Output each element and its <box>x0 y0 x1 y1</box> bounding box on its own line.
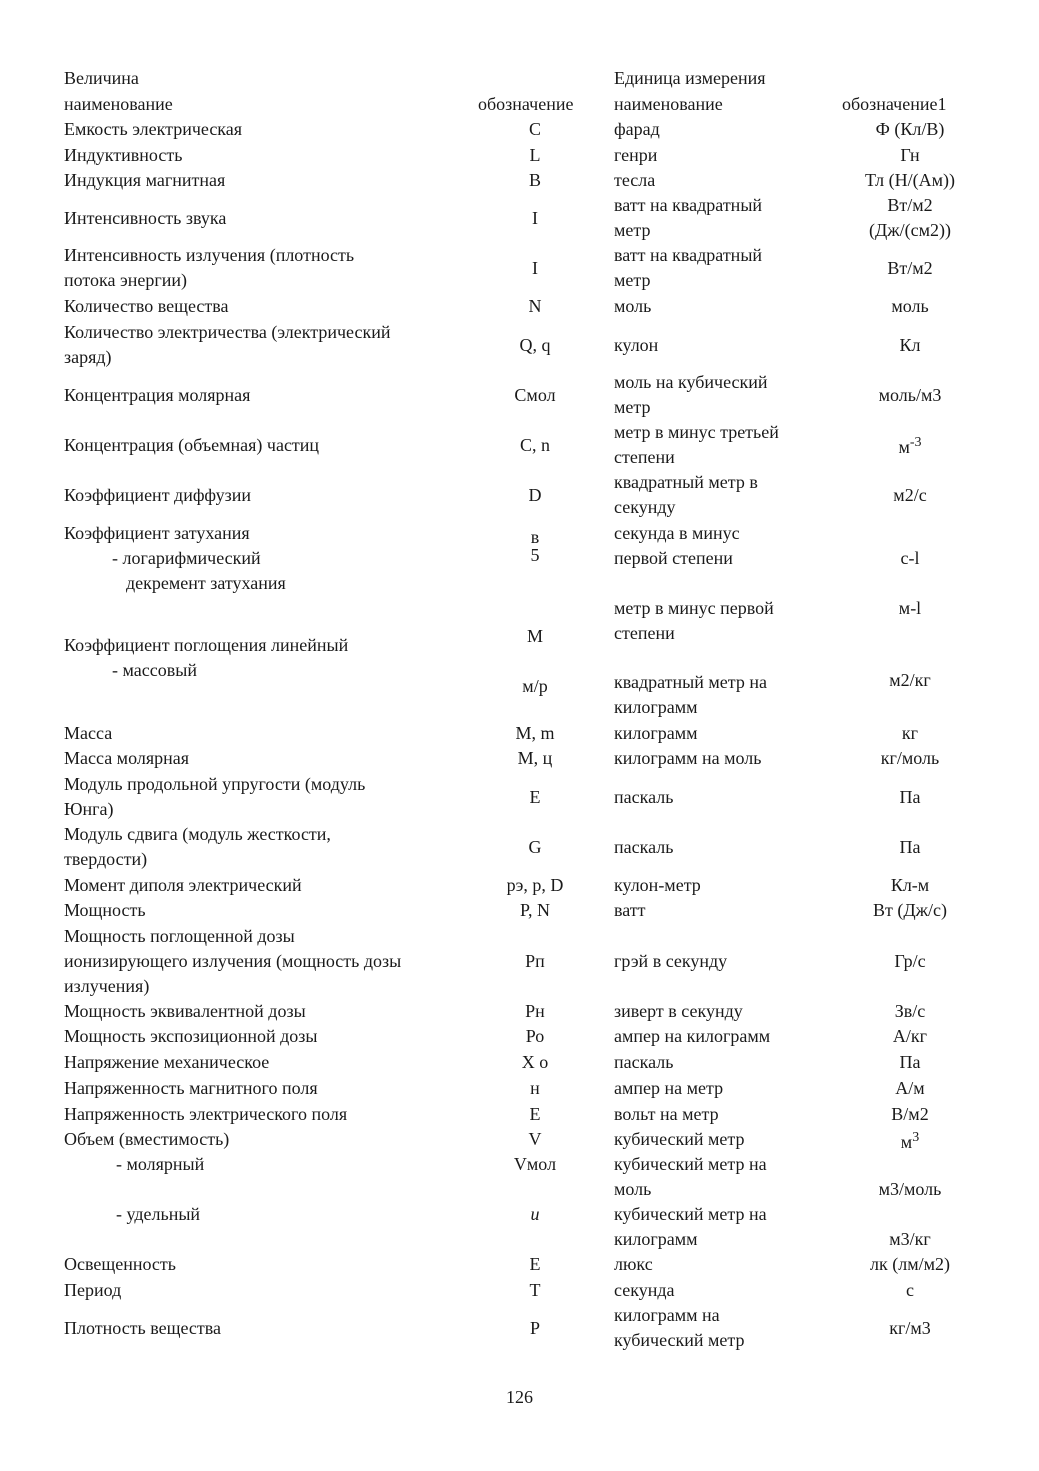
quantity-name: Мощность экспозиционной дозы <box>64 1026 318 1046</box>
quantity-symbol: Q, q <box>519 334 551 355</box>
quantity-name: Напряженность электрического поля <box>64 1104 348 1124</box>
quantity-name: Количество электричества (электрический заряд) <box>64 322 391 367</box>
unit-symbol: А/м <box>895 1078 925 1098</box>
unit-symbol: Вт (Дж/с) <box>872 900 948 920</box>
unit-name: килограмм <box>614 723 698 743</box>
quantity-name: Интенсивность звука <box>64 207 227 228</box>
unit-symbol: м2/с <box>893 484 927 505</box>
unit-symbol: Вт/м2 (Дж/(см2)) <box>868 195 952 240</box>
header-quantity: Величина <box>64 68 139 88</box>
table-row <box>0 168 1039 193</box>
unit-symbol: Вт/м2 <box>887 257 933 278</box>
table-row <box>0 1152 1039 1202</box>
quantity-name: Модуль продольной упругости (модуль Юнга) <box>64 774 366 819</box>
unit-name: генри <box>614 145 658 165</box>
table-row <box>0 1024 1039 1049</box>
unit-symbol: Па <box>899 1052 921 1072</box>
table-row <box>0 1303 1039 1353</box>
quantity-name: Масса <box>64 723 113 743</box>
table-row <box>0 117 1039 142</box>
quantity-symbol: Рн <box>525 1001 545 1021</box>
unit-name: секунда <box>614 1280 675 1300</box>
unit-symbol: Гр/с <box>894 951 926 971</box>
table-row <box>0 143 1039 168</box>
table-row <box>0 1050 1039 1075</box>
quantity-name: - удельный <box>116 1204 201 1224</box>
quantity-name: Коэффициент поглощения линейный - массовый <box>64 635 349 680</box>
table-row <box>0 1127 1039 1152</box>
quantity-name: Объем (вместимость) <box>64 1129 230 1149</box>
table-row <box>0 1076 1039 1101</box>
unit-symbol: с <box>906 1280 914 1300</box>
unit-symbol: лк (лм/м2) <box>870 1254 950 1274</box>
table-row <box>0 370 1039 420</box>
quantity-symbol: C <box>528 119 541 139</box>
quantity-symbol: P, N <box>519 900 550 920</box>
quantity-name: Индуктивность <box>64 145 183 165</box>
quantity-symbol: I <box>532 257 538 278</box>
quantity-name: Концентрация (объемная) частиц <box>64 434 320 455</box>
unit-name: кулон-метр <box>614 875 701 895</box>
table-row <box>0 1202 1039 1252</box>
unit-name: паскаль <box>614 836 674 857</box>
quantity-name: Количество вещества <box>64 296 229 316</box>
unit-name: кулон <box>614 334 659 355</box>
table-row <box>0 999 1039 1024</box>
unit-symbol: Па <box>899 786 921 807</box>
unit-name: ватт на квадратный метр <box>614 245 763 290</box>
quantity-symbol: Х о <box>521 1052 549 1072</box>
quantity-symbol: L <box>529 145 541 165</box>
quantity-symbol: и <box>530 1204 540 1224</box>
table-row <box>0 596 1039 719</box>
table-row <box>0 294 1039 319</box>
quantity-symbol: pэ, p, D <box>506 875 564 895</box>
unit-name: секунда в минус первой степени <box>614 523 740 568</box>
quantity-symbol: M м/р <box>522 626 548 696</box>
table-row <box>0 721 1039 746</box>
quantity-name: Напряжение механическое <box>64 1052 270 1072</box>
quantity-symbol: Vмол <box>513 1154 557 1174</box>
unit-name: квадратный метр в секунду <box>614 472 758 517</box>
unit-symbol: Тл (Н/(Ам)) <box>865 170 955 190</box>
unit-name: моль <box>614 296 652 316</box>
quantity-symbol: н <box>530 1078 540 1098</box>
quantity-name: Мощность <box>64 900 146 920</box>
unit-name: фарад <box>614 119 660 139</box>
unit-name: паскаль <box>614 1052 674 1072</box>
header-unit-symbol: обозначение1 <box>842 94 947 114</box>
quantity-symbol: C, n <box>519 434 550 455</box>
unit-symbol: Гн <box>900 145 920 165</box>
quantity-symbol: Смол <box>514 384 556 405</box>
unit-symbol: Зв/с <box>894 1001 926 1021</box>
unit-symbol: Па <box>899 836 921 857</box>
quantity-symbol: T <box>529 1280 541 1300</box>
quantity-symbol: V <box>528 1129 542 1149</box>
unit-name: килограмм на кубический метр <box>614 1305 745 1350</box>
quantity-name: Мощность поглощенной дозы ионизирующего излучения (мощность дозы излучения) <box>64 926 402 996</box>
unit-symbol: Ф (Кл/В) <box>875 119 945 139</box>
unit-symbol: Кл <box>899 334 921 355</box>
unit-name: килограмм на моль <box>614 748 762 768</box>
quantity-symbol: Рп <box>525 951 545 971</box>
unit-name: метр в минус третьей степени <box>614 422 779 467</box>
quantity-name: Период <box>64 1280 122 1300</box>
quantity-symbol: G <box>528 836 542 857</box>
unit-symbol: В/м2 <box>891 1104 929 1124</box>
quantity-symbol: M, ц <box>517 748 553 768</box>
table-row <box>0 193 1039 243</box>
quantity-symbol: D <box>528 484 542 505</box>
quantity-symbol: P <box>529 1317 540 1338</box>
unit-symbol: кг/моль <box>880 748 940 768</box>
quantity-name: Индукция магнитная <box>64 170 226 190</box>
unit-symbol: Кл-м <box>890 875 930 895</box>
unit-symbol: м-l м2/кг <box>889 598 931 690</box>
quantity-name: Плотность вещества <box>64 1317 222 1338</box>
quantity-name: Концентрация молярная <box>64 384 251 405</box>
unit-symbol: $м^3$ <box>900 1129 920 1152</box>
quantity-name: Коэффициент диффузии <box>64 484 251 505</box>
quantity-symbol: N <box>528 296 542 316</box>
quantity-symbol: M, m <box>515 723 555 743</box>
quantity-name: Емкость электрическая <box>64 119 243 139</box>
quantity-name: Освещенность <box>64 1254 176 1274</box>
table-row <box>0 873 1039 898</box>
quantity-name: Напряженность магнитного поля <box>64 1078 318 1098</box>
header-quantity-name: наименование <box>64 94 173 114</box>
quantity-symbol: E <box>529 1254 541 1274</box>
unit-symbol: кг <box>901 723 919 743</box>
table-row <box>0 320 1039 370</box>
quantity-symbol: в 5 <box>530 527 540 565</box>
quantity-name: Масса молярная <box>64 748 189 768</box>
quantity-symbol: B <box>528 170 541 190</box>
quantity-name: Момент диполя электрический <box>64 875 302 895</box>
unit-symbol: моль <box>891 296 929 316</box>
quantity-symbol: I <box>532 207 538 228</box>
unit-name: ампер на метр <box>614 1078 724 1098</box>
unit-name: метр в минус первой степени квадратный метр на килограмм <box>614 598 774 717</box>
quantity-name: - молярный <box>116 1154 205 1174</box>
table-row <box>0 924 1039 999</box>
table-row <box>0 1252 1039 1277</box>
table-row <box>0 420 1039 470</box>
table-row <box>0 243 1039 293</box>
unit-symbol: м3/кг <box>889 1229 931 1249</box>
unit-name: люкс <box>614 1254 653 1274</box>
unit-name: вольт на метр <box>614 1104 719 1124</box>
table-row <box>0 898 1039 923</box>
table-row <box>0 746 1039 771</box>
unit-symbol: $м^{-3}$ <box>898 435 922 457</box>
unit-name: паскаль <box>614 786 674 807</box>
unit-name: кубический метр <box>614 1129 745 1149</box>
quantity-name: Интенсивность излучения (плотность потока энергии) <box>64 245 355 290</box>
header-quantity-symbol: обозначение <box>478 94 574 114</box>
unit-name: ватт <box>614 900 646 920</box>
unit-symbol: моль/м3 <box>878 384 942 405</box>
quantity-name: Коэффициент затухания - логарифмический декремент затухания <box>64 523 286 593</box>
table-row <box>0 1102 1039 1127</box>
unit-name: зиверт в секунду <box>614 1001 743 1021</box>
quantity-name: Мощность эквивалентной дозы <box>64 1001 306 1021</box>
page-number: 126 <box>506 1387 533 1407</box>
unit-name: тесла <box>614 170 656 190</box>
quantity-name: Модуль сдвига (модуль жесткости, твердости) <box>64 824 331 869</box>
quantity-symbol: E <box>529 1104 541 1124</box>
table-row <box>0 470 1039 520</box>
unit-symbol: м3/моль <box>878 1179 942 1199</box>
unit-symbol: А/кг <box>892 1026 928 1046</box>
quantity-symbol: E <box>529 786 541 807</box>
unit-name: ватт на квадратный метр <box>614 195 763 240</box>
unit-name: грэй в секунду <box>614 951 728 971</box>
table-row <box>0 1278 1039 1303</box>
quantity-symbol: Ро <box>525 1026 545 1046</box>
table-row <box>0 521 1039 596</box>
table-row <box>0 822 1039 872</box>
table-row <box>0 772 1039 822</box>
header-unit: Единица измерения <box>614 68 766 88</box>
header-unit-name: наименование <box>614 94 723 114</box>
unit-symbol: с-l <box>900 548 920 568</box>
unit-symbol: кг/м3 <box>889 1317 931 1338</box>
unit-name: ампер на килограмм <box>614 1026 771 1046</box>
unit-name: моль на кубический метр <box>614 372 768 417</box>
unit-name: кубический метр на килограмм <box>614 1204 767 1249</box>
unit-name: кубический метр на моль <box>614 1154 767 1199</box>
